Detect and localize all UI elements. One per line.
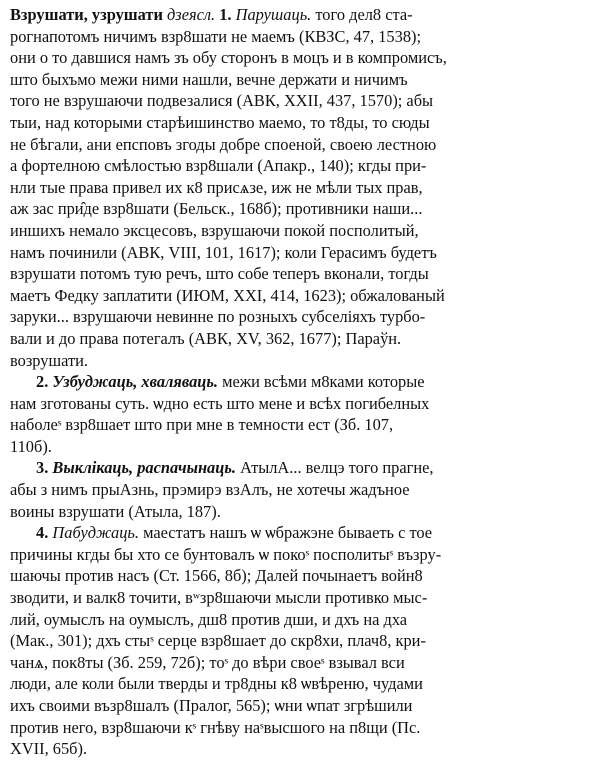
text-line: лий, оумыслъ на оумыслъ, дш8 против дши, и дхъ на дха	[10, 609, 408, 629]
sense-3	[10, 457, 579, 522]
sense-first-line	[10, 457, 579, 479]
text-line: воины взрушати (Атыла, 187).	[10, 501, 221, 521]
text-line: они о то давшися намъ зъ обу сторонъ в моцъ и в компромисъ,	[10, 48, 447, 68]
text-line: абы з нимъ прыАзнь, прэмирэ взАлъ, не хотечы жадъное	[10, 480, 410, 500]
text-line: межи всѣми м8ками которые	[222, 372, 425, 392]
sense-number: 3.	[36, 458, 49, 478]
text-line: што быхъмо межи ними нашли, вечне держати и ничимъ	[10, 69, 408, 89]
sense-1	[10, 4, 579, 371]
headword: Взрушати, узрушати	[10, 5, 163, 24]
sense-number: 4.	[36, 523, 49, 543]
text-line: шаючы против насъ (Ст. 1566, 8б); Далей почынаетъ войн8	[10, 566, 423, 586]
text-line: того не взрушаючи подвезалися (АВК, XXII, 437, 1570); абы	[10, 91, 434, 111]
sense-number: 1.	[219, 5, 232, 24]
text-line: АтылА... велцэ того прагне,	[240, 458, 434, 478]
text-line: нам зготованы суть. ѡдно есть што мене и всѣх погибелных	[10, 393, 430, 413]
text-line: взрушати потомъ тую речъ, што собе теперъ вконали, тогды	[10, 264, 429, 284]
part-of-speech: дзеясл.	[167, 5, 216, 24]
text-line: тыи, над которыми старѣишинство маемо, то т8ды, то сюды	[10, 112, 430, 132]
text-line: намъ починили (АВК, VIII, 101, 1617); коли Герасимъ будетъ	[10, 242, 437, 262]
text-line: люди, але коли были тверды и тр8дны к8 ѡвѣреню, чудами	[10, 674, 423, 694]
sense-gloss: Парушаць.	[235, 5, 312, 24]
sense-first-line	[10, 522, 579, 544]
text-line: чанѧ, пок8ты (Зб. 259, 72б); тоˢ до вѣри своеˢ взывал вси	[10, 652, 405, 672]
sense-2	[10, 371, 579, 457]
text-line: (Мак., 301); дхъ стыˢ серце взр8шает до скр8хи, плач8, кри-	[10, 631, 426, 651]
text-line: зводити, и валк8 точити, вʷзр8шаючи мысли противко мыс-	[10, 588, 428, 608]
text-line: вали и до права потегалъ (АВК, XV, 362, 1677); Параўн.	[10, 328, 402, 348]
text-line: нли тые права привел их к8 присѧзе, иж не мѣли тых прав,	[10, 177, 423, 197]
text-line: причины кгды бы хто се бунтовалъ ѡ покоˢ посполитыˢ възру-	[10, 544, 442, 564]
text-line: того дел8 ста-	[315, 5, 413, 24]
text-line: 110б).	[10, 436, 52, 456]
text-line: наболеˢ взр8шает што при мне в темности ест (Зб. 107,	[10, 415, 394, 435]
text-line: против него, взр8шаючи кˢ гнѣву наˢвысшого на п8щи (Пс.	[10, 717, 421, 737]
text-line: возрушати.	[10, 350, 88, 370]
text-line: а фортелною смѣлостью взр8шали (Апакр., 140); кгды при-	[10, 156, 427, 176]
sense-gloss: Выклiкаць, распачынаць.	[52, 458, 236, 478]
sense-4	[10, 522, 579, 760]
text-line: рогнапотомъ ничимъ взр8шати не маемъ (КВЗС, 47, 1538);	[10, 26, 422, 46]
sense-number: 2.	[36, 372, 49, 392]
text-line: ихъ своими възр8шалъ (Пралог, 565); ѡни ѡпат згрѣшили	[10, 696, 413, 715]
text-line: маетъ Федку заплатити (ИЮМ, XXI, 414, 1623); обжалованый	[10, 285, 445, 305]
text-line: аж зас при̂де взр8шати (Бельск., 168б); противники наши...	[10, 199, 423, 219]
text-line: XVII, 65б).	[10, 739, 88, 759]
text-line: иншихъ немало эксцесовъ, взрушаючи покой посполитый,	[10, 220, 419, 240]
text-line: заруки... взрушаючи невинне по розныхъ субселiяхъ турбо-	[10, 307, 426, 327]
sense-gloss: Узбуджаць, хваляваць.	[52, 372, 218, 392]
sense-gloss: Пабуджаць.	[52, 523, 139, 543]
text-line: не бѣгали, ани епсповъ згоды добре споеной, своею лестною	[10, 134, 437, 154]
entry-first-line	[10, 4, 579, 26]
sense-first-line	[10, 371, 579, 393]
text-line: маестатъ нашъ ѡ ѡбражэне бываеть с тое	[143, 523, 433, 543]
